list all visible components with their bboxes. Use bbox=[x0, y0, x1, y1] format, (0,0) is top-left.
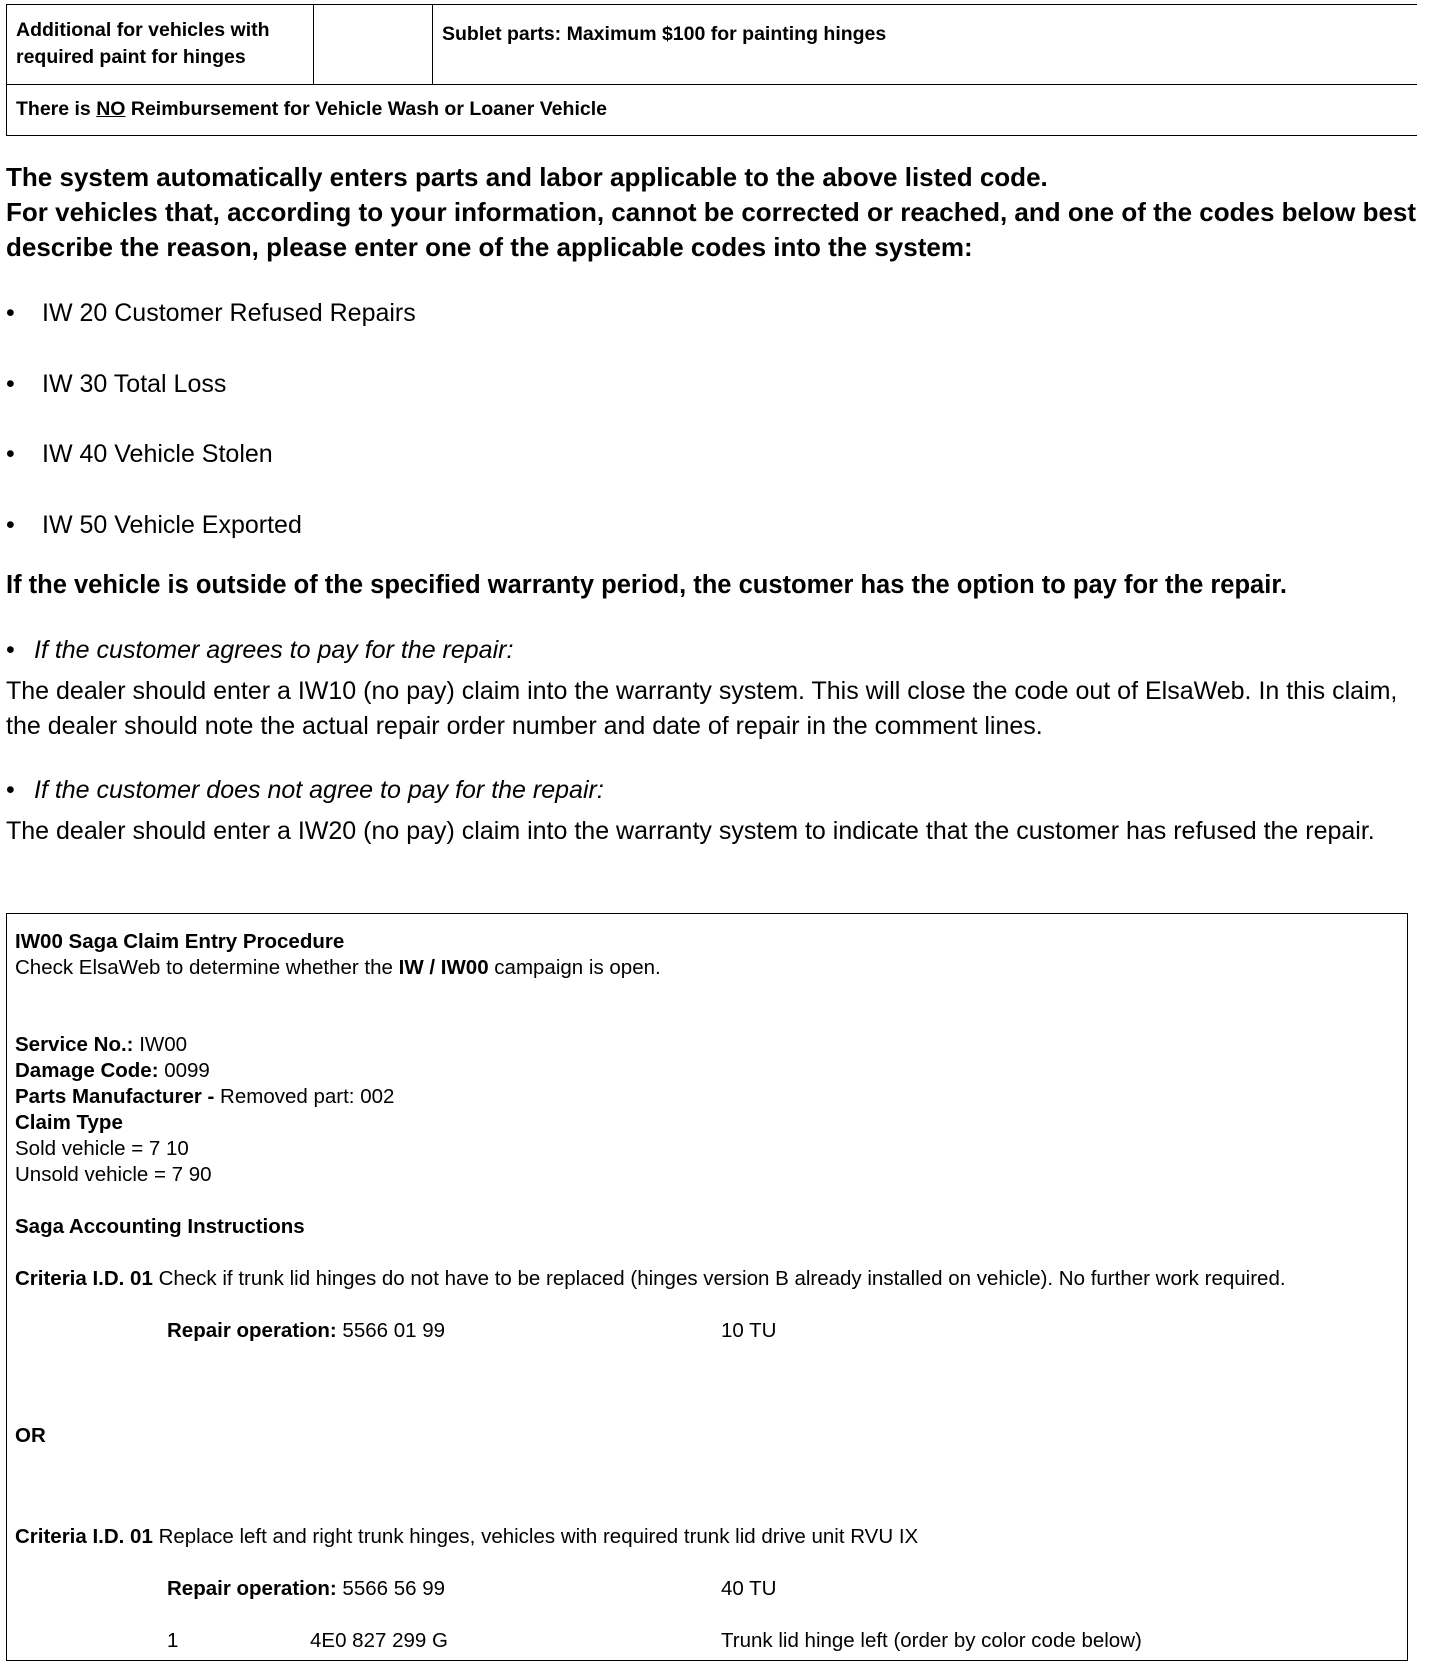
outside-warranty-heading: If the vehicle is outside of the specified warranty period, the customer has the option to pay for the repair. bbox=[6, 571, 1287, 599]
service-label: Service No.: bbox=[15, 1033, 134, 1056]
unsold-vehicle: Unsold vehicle = 7 90 bbox=[15, 1163, 212, 1186]
sold-vehicle: Sold vehicle = 7 10 bbox=[15, 1137, 189, 1160]
criteria-2-label: Criteria I.D. 01 bbox=[15, 1525, 153, 1548]
criteria-1 bbox=[15, 1266, 1286, 1292]
claim-type-label: Claim Type bbox=[15, 1111, 123, 1134]
list-item bbox=[6, 298, 416, 328]
not-agrees-heading bbox=[6, 775, 604, 805]
service-number bbox=[15, 1032, 187, 1058]
code-text: IW 40 Vehicle Stolen bbox=[42, 440, 273, 468]
code-text: IW 30 Total Loss bbox=[42, 370, 227, 398]
notice-emphasis: NO bbox=[96, 98, 126, 120]
notice-prefix: There is bbox=[16, 98, 97, 120]
repair-2-value: 5566 56 99 bbox=[336, 1577, 446, 1600]
damage-label: Damage Code: bbox=[15, 1059, 159, 1082]
table-cell-sublet: Sublet parts: Maximum $100 for painting hinges bbox=[442, 23, 887, 45]
reimbursement-table bbox=[6, 4, 1417, 136]
table-row bbox=[7, 5, 1417, 85]
damage-code bbox=[15, 1058, 210, 1084]
bullet-icon: • bbox=[6, 299, 15, 327]
code-text: IW 20 Customer Refused Repairs bbox=[42, 299, 416, 327]
part-description: Trunk lid hinge left (order by color code below) bbox=[721, 1629, 1142, 1652]
bullet-icon: • bbox=[6, 370, 15, 398]
procedure-check bbox=[15, 955, 661, 981]
not-agrees-paragraph: The dealer should enter a IW20 (no pay) claim into the warranty system to indicate that the customer has refused the repair. bbox=[6, 817, 1375, 845]
check-prefix: Check ElsaWeb to determine whether the bbox=[15, 956, 399, 979]
parts-value: Removed part: 002 bbox=[214, 1085, 395, 1108]
damage-value: 0099 bbox=[158, 1059, 210, 1082]
not-agrees-heading-text: If the customer does not agree to pay for the repair: bbox=[34, 776, 604, 804]
parts-manufacturer bbox=[15, 1084, 394, 1110]
list-item bbox=[6, 369, 226, 399]
bullet-icon: • bbox=[6, 511, 15, 539]
claim-procedure-box bbox=[6, 913, 1408, 1661]
agrees-paragraph: The dealer should enter a IW10 (no pay) claim into the warranty system. This will close the code out of ElsaWeb. In this claim, the dealer should note the actual repair order number and date of repair in the comment lines. bbox=[6, 677, 1398, 740]
repair-2-time-units: 40 TU bbox=[721, 1577, 777, 1600]
accounting-title: Saga Accounting Instructions bbox=[15, 1215, 305, 1238]
intro-instructions bbox=[6, 160, 1426, 265]
part-quantity: 1 bbox=[167, 1629, 179, 1652]
intro-line-1: The system automatically enters parts and labor applicable to the above listed code. bbox=[6, 162, 1048, 192]
table-cell-empty bbox=[314, 5, 433, 84]
repair-operation-1 bbox=[167, 1318, 445, 1344]
bullet-icon: • bbox=[6, 440, 15, 468]
repair-operation-2 bbox=[167, 1576, 445, 1602]
check-campaign: IW / IW00 bbox=[398, 956, 489, 979]
criteria-1-text: Check if trunk lid hinges do not have to be replaced (hinges version B already installed on vehicle). No further work required. bbox=[152, 1267, 1286, 1290]
repair-1-label: Repair operation: bbox=[167, 1319, 337, 1342]
repair-1-time-units: 10 TU bbox=[721, 1319, 777, 1342]
service-value: IW00 bbox=[133, 1033, 188, 1056]
bullet-icon: • bbox=[6, 776, 15, 804]
table-row-notice bbox=[7, 85, 1417, 135]
or-separator: OR bbox=[15, 1424, 46, 1447]
part-number: 4E0 827 299 G bbox=[310, 1629, 448, 1652]
check-suffix: campaign is open. bbox=[488, 956, 661, 979]
code-text: IW 50 Vehicle Exported bbox=[42, 511, 302, 539]
bullet-icon: • bbox=[6, 636, 15, 664]
procedure-title: IW00 Saga Claim Entry Procedure bbox=[15, 930, 345, 953]
criteria-2 bbox=[15, 1524, 918, 1550]
repair-1-value: 5566 01 99 bbox=[336, 1319, 446, 1342]
criteria-2-text: Replace left and right trunk hinges, vehicles with required trunk lid drive unit RVU IX bbox=[152, 1525, 919, 1548]
list-item bbox=[6, 439, 273, 469]
intro-line-2: For vehicles that, according to your information, cannot be corrected or reached, and one of the codes below best describe the reason, please enter one of the applicable codes into the system: bbox=[6, 197, 1417, 262]
notice-suffix: Reimbursement for Vehicle Wash or Loaner Vehicle bbox=[125, 98, 607, 120]
criteria-1-label: Criteria I.D. 01 bbox=[15, 1267, 153, 1290]
agrees-heading-text: If the customer agrees to pay for the repair: bbox=[34, 636, 514, 664]
list-item bbox=[6, 510, 302, 540]
table-cell-description: Additional for vehicles with required paint for hinges bbox=[7, 5, 314, 84]
parts-label: Parts Manufacturer - bbox=[15, 1085, 215, 1108]
repair-2-label: Repair operation: bbox=[167, 1577, 337, 1600]
agrees-heading bbox=[6, 635, 513, 665]
